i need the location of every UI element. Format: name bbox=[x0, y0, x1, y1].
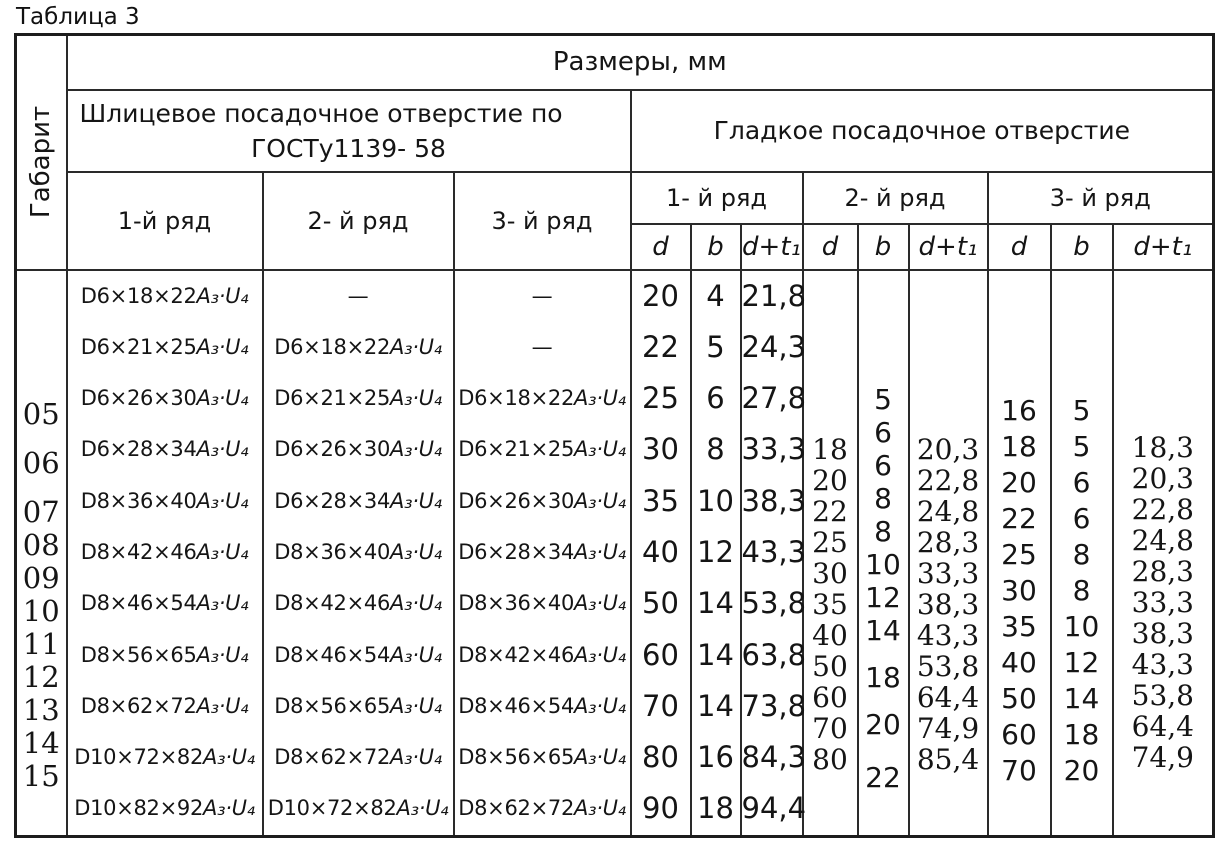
fit-designation: A₃·U₄ bbox=[390, 539, 442, 564]
spline-row2-header: 2- й ряд bbox=[263, 172, 454, 270]
spline-designation: D8×36×40A₃·U₄ bbox=[80, 488, 249, 513]
fit-designation: A₃·U₄ bbox=[574, 488, 626, 513]
spline-designation: D8×46×54A₃·U₄ bbox=[458, 693, 626, 718]
col-d-header-1: d bbox=[631, 224, 691, 270]
fit-designation: A₃·U₄ bbox=[196, 642, 249, 667]
smooth3-b-values bbox=[1052, 317, 1112, 789]
b-value: 6 bbox=[1072, 501, 1091, 535]
d-value: 35 bbox=[812, 588, 848, 622]
dt1-value: 94,4 bbox=[741, 791, 807, 826]
spline-designation: D8×62×72A₃·U₄ bbox=[80, 693, 249, 718]
b-value: 10 bbox=[697, 483, 734, 518]
spline-row1-cell bbox=[67, 270, 263, 837]
dt1-value: 64,4 bbox=[1131, 709, 1194, 743]
d-value: 50 bbox=[642, 586, 679, 621]
dt1-value: 38,3 bbox=[741, 483, 807, 518]
smooth1-b-values bbox=[692, 271, 740, 835]
gabarit-value: 13 bbox=[22, 693, 60, 728]
gabarit-value: 10 bbox=[22, 594, 60, 629]
d-value: 50 bbox=[812, 650, 848, 684]
d-value: 70 bbox=[1001, 753, 1037, 787]
dt1-value: 63,8 bbox=[741, 637, 807, 672]
b-value: 5 bbox=[1072, 429, 1091, 463]
smooth1-dt1-values bbox=[741, 271, 807, 835]
d-value: 22 bbox=[642, 329, 679, 364]
d-value: 25 bbox=[1001, 537, 1037, 571]
b-value: 6 bbox=[706, 381, 725, 416]
spline-designation: D6×18×22A₃·U₄ bbox=[458, 386, 626, 411]
smooth3-d-values bbox=[989, 317, 1050, 789]
fit-designation: A₃·U₄ bbox=[574, 745, 626, 770]
spline-designation: — bbox=[531, 334, 553, 359]
smooth1-d-values bbox=[632, 271, 690, 835]
d-value: 20 bbox=[642, 278, 679, 313]
d-value: 20 bbox=[812, 464, 848, 498]
dt1-value: 38,3 bbox=[916, 588, 980, 622]
col-dt1-header-3: d+t₁ bbox=[1113, 224, 1214, 270]
spline-hole-header-line2: ГОСТу1139- 58 bbox=[251, 133, 446, 163]
spline-designation: D8×36×40A₃·U₄ bbox=[274, 539, 442, 564]
b-value: 14 bbox=[697, 637, 734, 672]
col-b-header-2: b bbox=[858, 224, 909, 270]
col-b-header-1: b bbox=[691, 224, 741, 270]
gabarit-value: 07 bbox=[22, 495, 60, 530]
smooth3-d-cell bbox=[988, 270, 1051, 837]
col-dt1-header-2: d+t₁ bbox=[909, 224, 988, 270]
gabarit-value: 09 bbox=[22, 561, 60, 596]
dt1-value: 43,3 bbox=[1131, 647, 1194, 681]
d-value: 35 bbox=[642, 483, 679, 518]
spline-designation: D8×42×46A₃·U₄ bbox=[80, 539, 249, 564]
smooth3-dt1-values bbox=[1114, 333, 1213, 773]
d-value: 30 bbox=[1001, 573, 1037, 607]
b-value: 8 bbox=[706, 432, 725, 467]
dt1-value: 27,8 bbox=[741, 381, 807, 416]
spline-designation: D10×72×82A₃·U₄ bbox=[267, 796, 449, 821]
spline-designation: D8×56×65A₃·U₄ bbox=[80, 642, 249, 667]
smooth1-dt1-cell bbox=[741, 270, 807, 837]
d-value: 25 bbox=[812, 526, 848, 560]
b-value: 6 bbox=[874, 448, 892, 482]
spline-designation: D8×56×65A₃·U₄ bbox=[274, 693, 442, 718]
spline-row3-header: 3- й ряд bbox=[454, 172, 631, 270]
spline-designation: D6×26×30A₃·U₄ bbox=[274, 437, 442, 462]
d-value: 18 bbox=[1001, 429, 1037, 463]
smooth3-b-cell bbox=[1051, 270, 1113, 837]
d-value: 18 bbox=[812, 433, 848, 467]
dt1-value: 20,3 bbox=[1131, 461, 1194, 495]
b-value: 4 bbox=[706, 278, 725, 313]
b-value: 12 bbox=[865, 580, 901, 614]
spline-designation: D6×28×34A₃·U₄ bbox=[274, 488, 442, 513]
fit-designation: A₃·U₄ bbox=[396, 796, 449, 821]
smooth1-d-cell bbox=[631, 270, 691, 837]
sizes-header: Размеры, мм bbox=[67, 35, 1214, 90]
d-value: 60 bbox=[812, 681, 848, 715]
spline-row3-cell bbox=[454, 270, 631, 837]
spline-designation: D8×46×54A₃·U₄ bbox=[80, 591, 249, 616]
fit-designation: A₃·U₄ bbox=[574, 796, 626, 821]
smooth-row2-header: 2- й ряд bbox=[803, 172, 988, 224]
dt1-value: 43,3 bbox=[741, 534, 807, 569]
gabarit-value: 15 bbox=[22, 759, 60, 794]
spline-designation: D8×62×72A₃·U₄ bbox=[458, 796, 626, 821]
fit-designation: A₃·U₄ bbox=[390, 488, 442, 513]
b-value: 18 bbox=[865, 660, 901, 694]
dt1-value: 24,3 bbox=[741, 329, 807, 364]
col-b-header-3: b bbox=[1051, 224, 1113, 270]
smooth2-dt1-cell bbox=[909, 270, 988, 837]
gabarit-value: 11 bbox=[22, 627, 60, 662]
fit-designation: A₃·U₄ bbox=[390, 437, 442, 462]
d-value: 22 bbox=[1001, 501, 1037, 535]
dt1-value: 22,8 bbox=[916, 464, 980, 498]
gabarit-value: 05 bbox=[22, 397, 60, 432]
b-value: 8 bbox=[1072, 537, 1091, 571]
spline-designation: D6×21×25A₃·U₄ bbox=[274, 386, 442, 411]
smooth2-b-values bbox=[859, 312, 908, 794]
dt1-value: 38,3 bbox=[1131, 616, 1194, 650]
fit-designation: A₃·U₄ bbox=[196, 591, 249, 616]
fit-designation: A₃·U₄ bbox=[574, 591, 626, 616]
gabarit-values bbox=[17, 312, 66, 793]
b-value: 6 bbox=[1072, 465, 1091, 499]
dt1-value: 22,8 bbox=[1131, 492, 1194, 526]
fit-designation: A₃·U₄ bbox=[390, 334, 442, 359]
spline-designation: D6×28×34A₃·U₄ bbox=[458, 539, 626, 564]
dt1-value: 24,8 bbox=[1131, 523, 1194, 557]
fit-designation: A₃·U₄ bbox=[390, 745, 442, 770]
spline-designation: D6×28×34A₃·U₄ bbox=[80, 437, 249, 462]
fit-designation: A₃·U₄ bbox=[574, 642, 626, 667]
fit-designation: A₃·U₄ bbox=[196, 283, 249, 308]
spline-designation: D8×42×46A₃·U₄ bbox=[458, 642, 626, 667]
spline-designation: D8×46×54A₃·U₄ bbox=[274, 642, 442, 667]
dt1-value: 24,8 bbox=[916, 495, 980, 529]
spline-hole-header-line1: Шлицевое посадочное отверстие по bbox=[79, 98, 563, 128]
dt1-value: 20,3 bbox=[916, 433, 980, 467]
d-value: 90 bbox=[642, 791, 679, 826]
dt1-value: 43,3 bbox=[916, 619, 980, 653]
fit-designation: A₃·U₄ bbox=[196, 488, 249, 513]
b-value: 12 bbox=[697, 534, 734, 569]
b-value: 20 bbox=[865, 707, 901, 741]
b-value: 22 bbox=[865, 760, 901, 794]
dt1-value: 28,3 bbox=[916, 526, 980, 560]
d-value: 50 bbox=[1001, 681, 1037, 715]
b-value: 5 bbox=[1072, 393, 1091, 427]
spline-designation: D6×21×25A₃·U₄ bbox=[458, 437, 626, 462]
d-value: 70 bbox=[642, 688, 679, 723]
dt1-value: 53,8 bbox=[741, 586, 807, 621]
dt1-value: 53,8 bbox=[1131, 678, 1194, 712]
dt1-value: 21,8 bbox=[741, 278, 807, 313]
fit-designation: A₃·U₄ bbox=[196, 693, 249, 718]
dt1-value: 28,3 bbox=[1131, 554, 1194, 588]
d-value: 60 bbox=[642, 637, 679, 672]
spline-designation: D10×72×82A₃·U₄ bbox=[74, 745, 255, 770]
b-value: 18 bbox=[697, 791, 734, 826]
fit-designation: A₃·U₄ bbox=[390, 386, 442, 411]
d-value: 70 bbox=[812, 712, 848, 746]
spline-hole-header bbox=[67, 90, 631, 172]
dt1-value: 18,3 bbox=[1131, 430, 1194, 464]
d-value: 30 bbox=[642, 432, 679, 467]
dt1-value: 53,8 bbox=[916, 650, 980, 684]
d-value: 25 bbox=[642, 381, 679, 416]
smooth2-dt1-values bbox=[910, 330, 987, 775]
spline-row1-values bbox=[68, 271, 262, 835]
fit-designation: A₃·U₄ bbox=[196, 437, 249, 462]
b-value: 8 bbox=[874, 481, 892, 515]
smooth2-d-values bbox=[804, 330, 857, 775]
smooth-row3-header: 3- й ряд bbox=[988, 172, 1214, 224]
dt1-value: 74,9 bbox=[1131, 740, 1194, 774]
fit-designation: A₃·U₄ bbox=[196, 539, 249, 564]
gabarit-header-cell bbox=[16, 35, 67, 270]
spline-designation: D6×26×30A₃·U₄ bbox=[80, 386, 249, 411]
fit-designation: A₃·U₄ bbox=[196, 386, 249, 411]
gabarit-value: 12 bbox=[22, 660, 60, 695]
gabarit-value: 06 bbox=[22, 446, 60, 481]
d-value: 80 bbox=[812, 743, 848, 777]
fit-designation: A₃·U₄ bbox=[390, 693, 442, 718]
b-value: 14 bbox=[697, 688, 734, 723]
b-value: 10 bbox=[865, 547, 901, 581]
d-value: 60 bbox=[1001, 717, 1037, 751]
spline-designation: D6×26×30A₃·U₄ bbox=[458, 488, 626, 513]
b-value: 6 bbox=[874, 415, 892, 449]
spline-designation: D8×42×46A₃·U₄ bbox=[274, 591, 442, 616]
gabarit-value: 14 bbox=[22, 726, 60, 761]
spline-designation: D10×82×92A₃·U₄ bbox=[74, 796, 255, 821]
b-value: 18 bbox=[1063, 717, 1100, 751]
table-caption: Таблица 3 bbox=[16, 4, 140, 30]
d-value: 35 bbox=[1001, 609, 1037, 643]
fit-designation: A₃·U₄ bbox=[196, 334, 249, 359]
fit-designation: A₃·U₄ bbox=[390, 591, 442, 616]
spline-designation: D8×56×65A₃·U₄ bbox=[458, 745, 626, 770]
fit-designation: A₃·U₄ bbox=[574, 437, 626, 462]
fit-designation: A₃·U₄ bbox=[390, 642, 442, 667]
fit-designation: A₃·U₄ bbox=[574, 386, 626, 411]
dt1-value: 33,3 bbox=[741, 432, 807, 467]
smooth2-d-cell bbox=[803, 270, 858, 837]
spline-designation: D6×18×22A₃·U₄ bbox=[274, 334, 442, 359]
b-value: 12 bbox=[1063, 645, 1100, 679]
spline-row2-values bbox=[264, 271, 453, 835]
spline-designation: — bbox=[347, 283, 369, 308]
d-value: 80 bbox=[642, 740, 679, 775]
smooth2-b-cell bbox=[858, 270, 909, 837]
dt1-value: 73,8 bbox=[741, 688, 807, 723]
d-value: 30 bbox=[812, 557, 848, 591]
b-value: 20 bbox=[1063, 753, 1100, 787]
dt1-value: 85,4 bbox=[916, 743, 980, 777]
b-value: 5 bbox=[706, 329, 725, 364]
b-value: 14 bbox=[1063, 681, 1100, 715]
gabarit-value: 08 bbox=[22, 528, 60, 563]
d-value: 40 bbox=[642, 534, 679, 569]
col-d-header-2: d bbox=[803, 224, 858, 270]
spline-row1-header: 1-й ряд bbox=[67, 172, 263, 270]
spline-designation: D6×21×25A₃·U₄ bbox=[80, 334, 249, 359]
d-value: 40 bbox=[812, 619, 848, 653]
d-value: 20 bbox=[1001, 465, 1037, 499]
dt1-value: 33,3 bbox=[916, 557, 980, 591]
spline-row3-values bbox=[455, 271, 630, 835]
dt1-value: 64,4 bbox=[916, 681, 980, 715]
fit-designation: A₃·U₄ bbox=[574, 539, 626, 564]
col-d-header-3: d bbox=[988, 224, 1051, 270]
smooth3-dt1-cell bbox=[1113, 270, 1214, 837]
b-value: 8 bbox=[1072, 573, 1091, 607]
dimensions-table bbox=[14, 33, 1215, 838]
col-dt1-header-1: d+t₁ bbox=[741, 224, 803, 270]
gabarit-values-cell bbox=[16, 270, 67, 837]
spline-designation: D6×18×22A₃·U₄ bbox=[80, 283, 249, 308]
d-value: 22 bbox=[812, 495, 848, 529]
smooth1-b-cell bbox=[691, 270, 741, 837]
b-value: 8 bbox=[874, 514, 892, 548]
d-value: 40 bbox=[1001, 645, 1037, 679]
fit-designation: A₃·U₄ bbox=[574, 693, 626, 718]
spline-designation: — bbox=[531, 283, 553, 308]
smooth-row1-header: 1- й ряд bbox=[631, 172, 803, 224]
b-value: 14 bbox=[865, 613, 901, 647]
dt1-value: 74,9 bbox=[916, 712, 980, 746]
b-value: 10 bbox=[1063, 609, 1100, 643]
spline-row2-cell bbox=[263, 270, 454, 837]
spline-designation: D8×62×72A₃·U₄ bbox=[274, 745, 442, 770]
dt1-value: 84,3 bbox=[741, 740, 807, 775]
fit-designation: A₃·U₄ bbox=[203, 796, 255, 821]
gabarit-header-label: Габарит bbox=[26, 105, 57, 218]
dt1-value: 33,3 bbox=[1131, 585, 1194, 619]
b-value: 16 bbox=[697, 740, 734, 775]
spline-designation: D8×36×40A₃·U₄ bbox=[458, 591, 626, 616]
d-value: 16 bbox=[1001, 393, 1037, 427]
smooth-hole-header: Гладкое посадочное отверстие bbox=[631, 90, 1214, 172]
b-value: 5 bbox=[874, 382, 892, 416]
fit-designation: A₃·U₄ bbox=[203, 745, 255, 770]
b-value: 14 bbox=[697, 586, 734, 621]
